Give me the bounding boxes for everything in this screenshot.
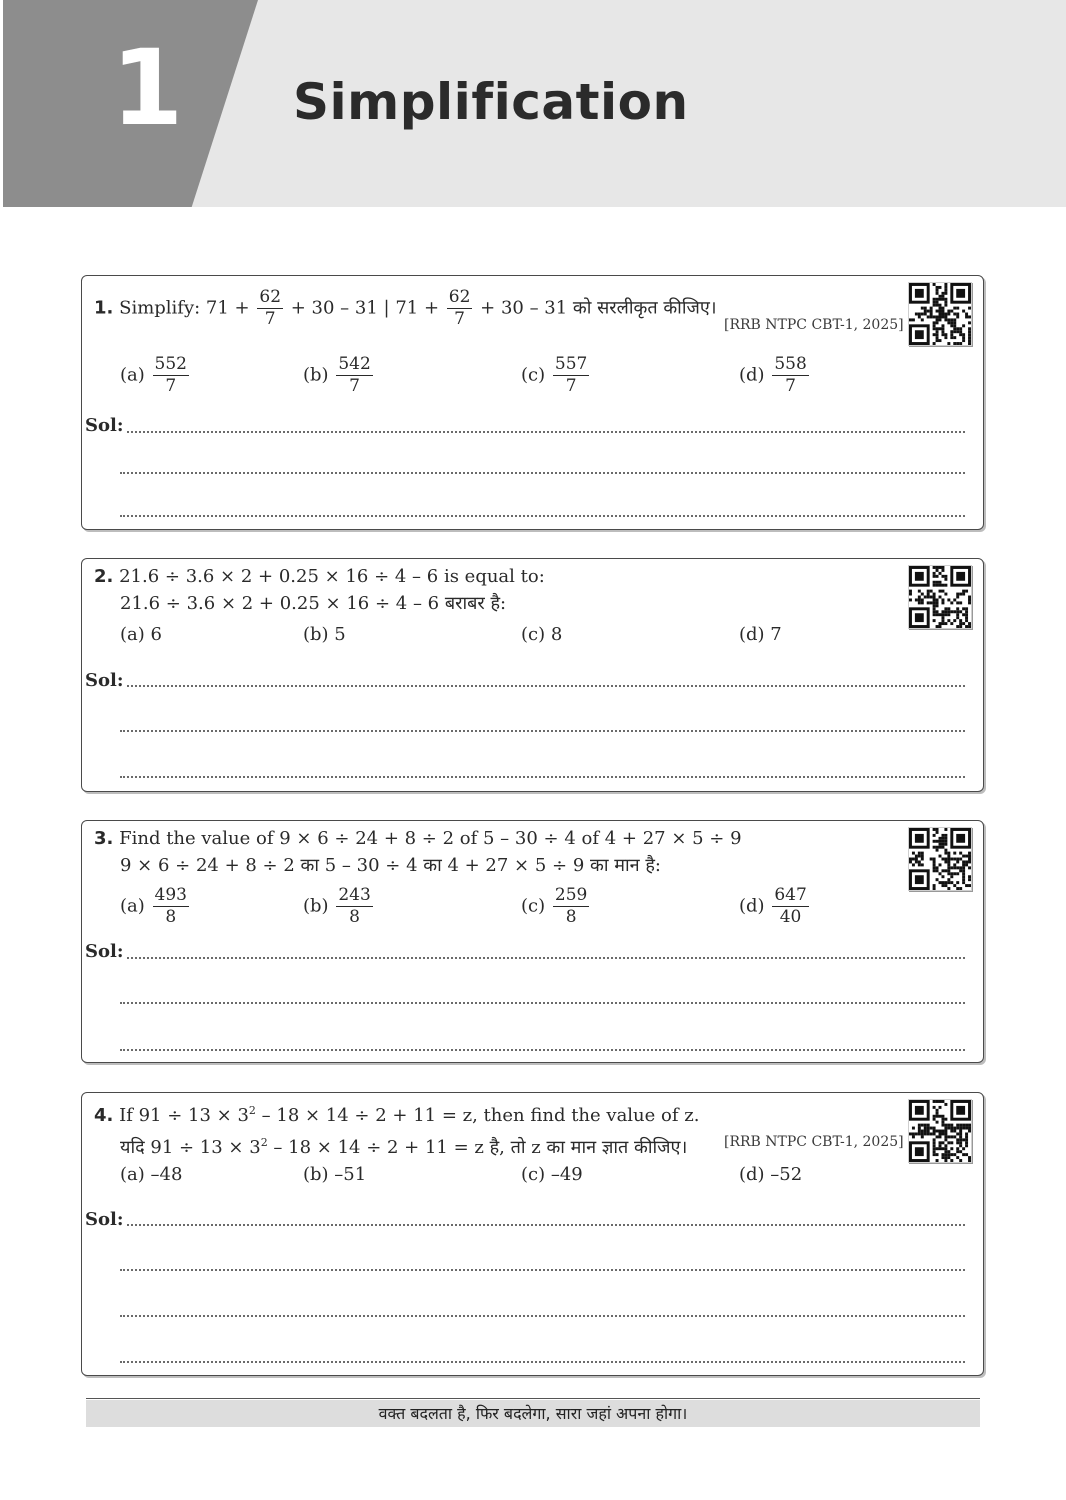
solution-label: Sol:: [85, 941, 124, 962]
fraction: $\frac{62}{7}$: [259, 287, 282, 329]
solution-label: Sol:: [85, 670, 124, 691]
option-c[interactable]: (c) –49: [521, 1164, 583, 1185]
option-c[interactable]: (c) 8: [521, 624, 563, 645]
exam-source: [RRB NTPC CBT-1, 2025]: [724, 1134, 904, 1150]
question-1-mid: + 30 – 31 | 71 +: [290, 297, 440, 319]
footer-rule: [86, 1398, 980, 1399]
answer-line[interactable]: [120, 1049, 965, 1051]
qr-code[interactable]: [908, 565, 972, 629]
option-a[interactable]: (a) $\frac{552}{7}$: [120, 354, 187, 396]
answer-line[interactable]: [120, 1315, 965, 1317]
exam-source: [RRB NTPC CBT-1, 2025]: [724, 317, 904, 333]
footer-motto: वक्त बदलता है, फिर बदलेगा, सारा जहां अपना होगा।: [86, 1400, 980, 1427]
chapter-number: 1: [111, 27, 184, 149]
answer-line[interactable]: [120, 472, 965, 474]
option-b[interactable]: (b) –51: [303, 1164, 367, 1185]
qr-code[interactable]: [908, 827, 972, 891]
answer-line[interactable]: [120, 776, 965, 778]
answer-line[interactable]: [120, 1361, 965, 1363]
answer-line[interactable]: [120, 1002, 965, 1004]
answer-line[interactable]: [127, 685, 965, 687]
question-card-3: [81, 820, 984, 1063]
question-number: 1.: [94, 297, 114, 319]
question-number: 4.: [94, 1105, 114, 1126]
question-2-line1: 2. 21.6 ÷ 3.6 × 2 + 0.25 × 16 ÷ 4 – 6 is equal to:: [94, 566, 545, 587]
answer-line[interactable]: [127, 431, 965, 433]
answer-line[interactable]: [120, 1269, 965, 1271]
answer-line[interactable]: [127, 1224, 965, 1226]
answer-line[interactable]: [120, 515, 965, 517]
option-d[interactable]: (d) 7: [739, 624, 782, 645]
question-number: 3.: [94, 828, 114, 849]
question-4-line1: 4. If $91 \div 13 \times 3^2 - 18 \times 14 \div 2 + 11 = z$, then find the value of z.: [94, 1104, 700, 1126]
qr-code[interactable]: [908, 1099, 972, 1163]
solution-label: Sol:: [85, 415, 124, 436]
question-4-line2: यदि $91 \div 13 \times 3^2 - 18 \times 14 \div 2 + 11 = z$ है, तो z का मान ज्ञात कीजिए।: [120, 1136, 688, 1158]
question-3-line2: 9 × 6 ÷ 24 + 8 ÷ 2 का 5 – 30 ÷ 4 का 4 + 27 × 5 ÷ 9 का मान है:: [120, 855, 661, 876]
option-b[interactable]: (b) $\frac{542}{7}$: [303, 354, 371, 396]
question-3-line1: 3. Find the value of 9 × 6 ÷ 24 + 8 ÷ 2 of 5 – 30 ÷ 4 of 4 + 27 × 5 ÷ 9: [94, 828, 742, 849]
option-d[interactable]: (d) –52: [739, 1164, 803, 1185]
option-c[interactable]: (c) $\frac{557}{7}$: [521, 354, 588, 396]
question-1-tail: + 30 – 31 को सरलीकृत कीजिए।: [480, 297, 717, 319]
option-d[interactable]: (d) $\frac{558}{7}$: [739, 354, 807, 396]
chapter-header: [3, 0, 1066, 207]
option-a[interactable]: (a) –48: [120, 1164, 183, 1185]
option-a[interactable]: (a) $\frac{493}{8}$: [120, 885, 187, 927]
question-1-lead: Simplify: 71 +: [119, 297, 250, 319]
option-b[interactable]: (b) $\frac{243}{8}$: [303, 885, 371, 927]
option-c[interactable]: (c) $\frac{259}{8}$: [521, 885, 588, 927]
option-b[interactable]: (b) 5: [303, 624, 346, 645]
qr-code[interactable]: [908, 282, 972, 346]
answer-line[interactable]: [120, 730, 965, 732]
question-2-line2: 21.6 ÷ 3.6 × 2 + 0.25 × 16 ÷ 4 – 6 बराबर है:: [120, 593, 507, 614]
question-1-text: [94, 287, 717, 330]
question-number: 2.: [94, 566, 114, 587]
question-card-1: [81, 275, 984, 530]
answer-line[interactable]: [127, 957, 965, 959]
chapter-title: Simplification: [293, 73, 689, 131]
question-card-2: [81, 558, 984, 792]
fraction: $\frac{62}{7}$: [448, 287, 471, 329]
question-card-4: [81, 1092, 984, 1376]
solution-label: Sol:: [85, 1209, 124, 1230]
option-a[interactable]: (a) 6: [120, 624, 162, 645]
option-d[interactable]: (d) $\frac{647}{40}$: [739, 885, 807, 927]
